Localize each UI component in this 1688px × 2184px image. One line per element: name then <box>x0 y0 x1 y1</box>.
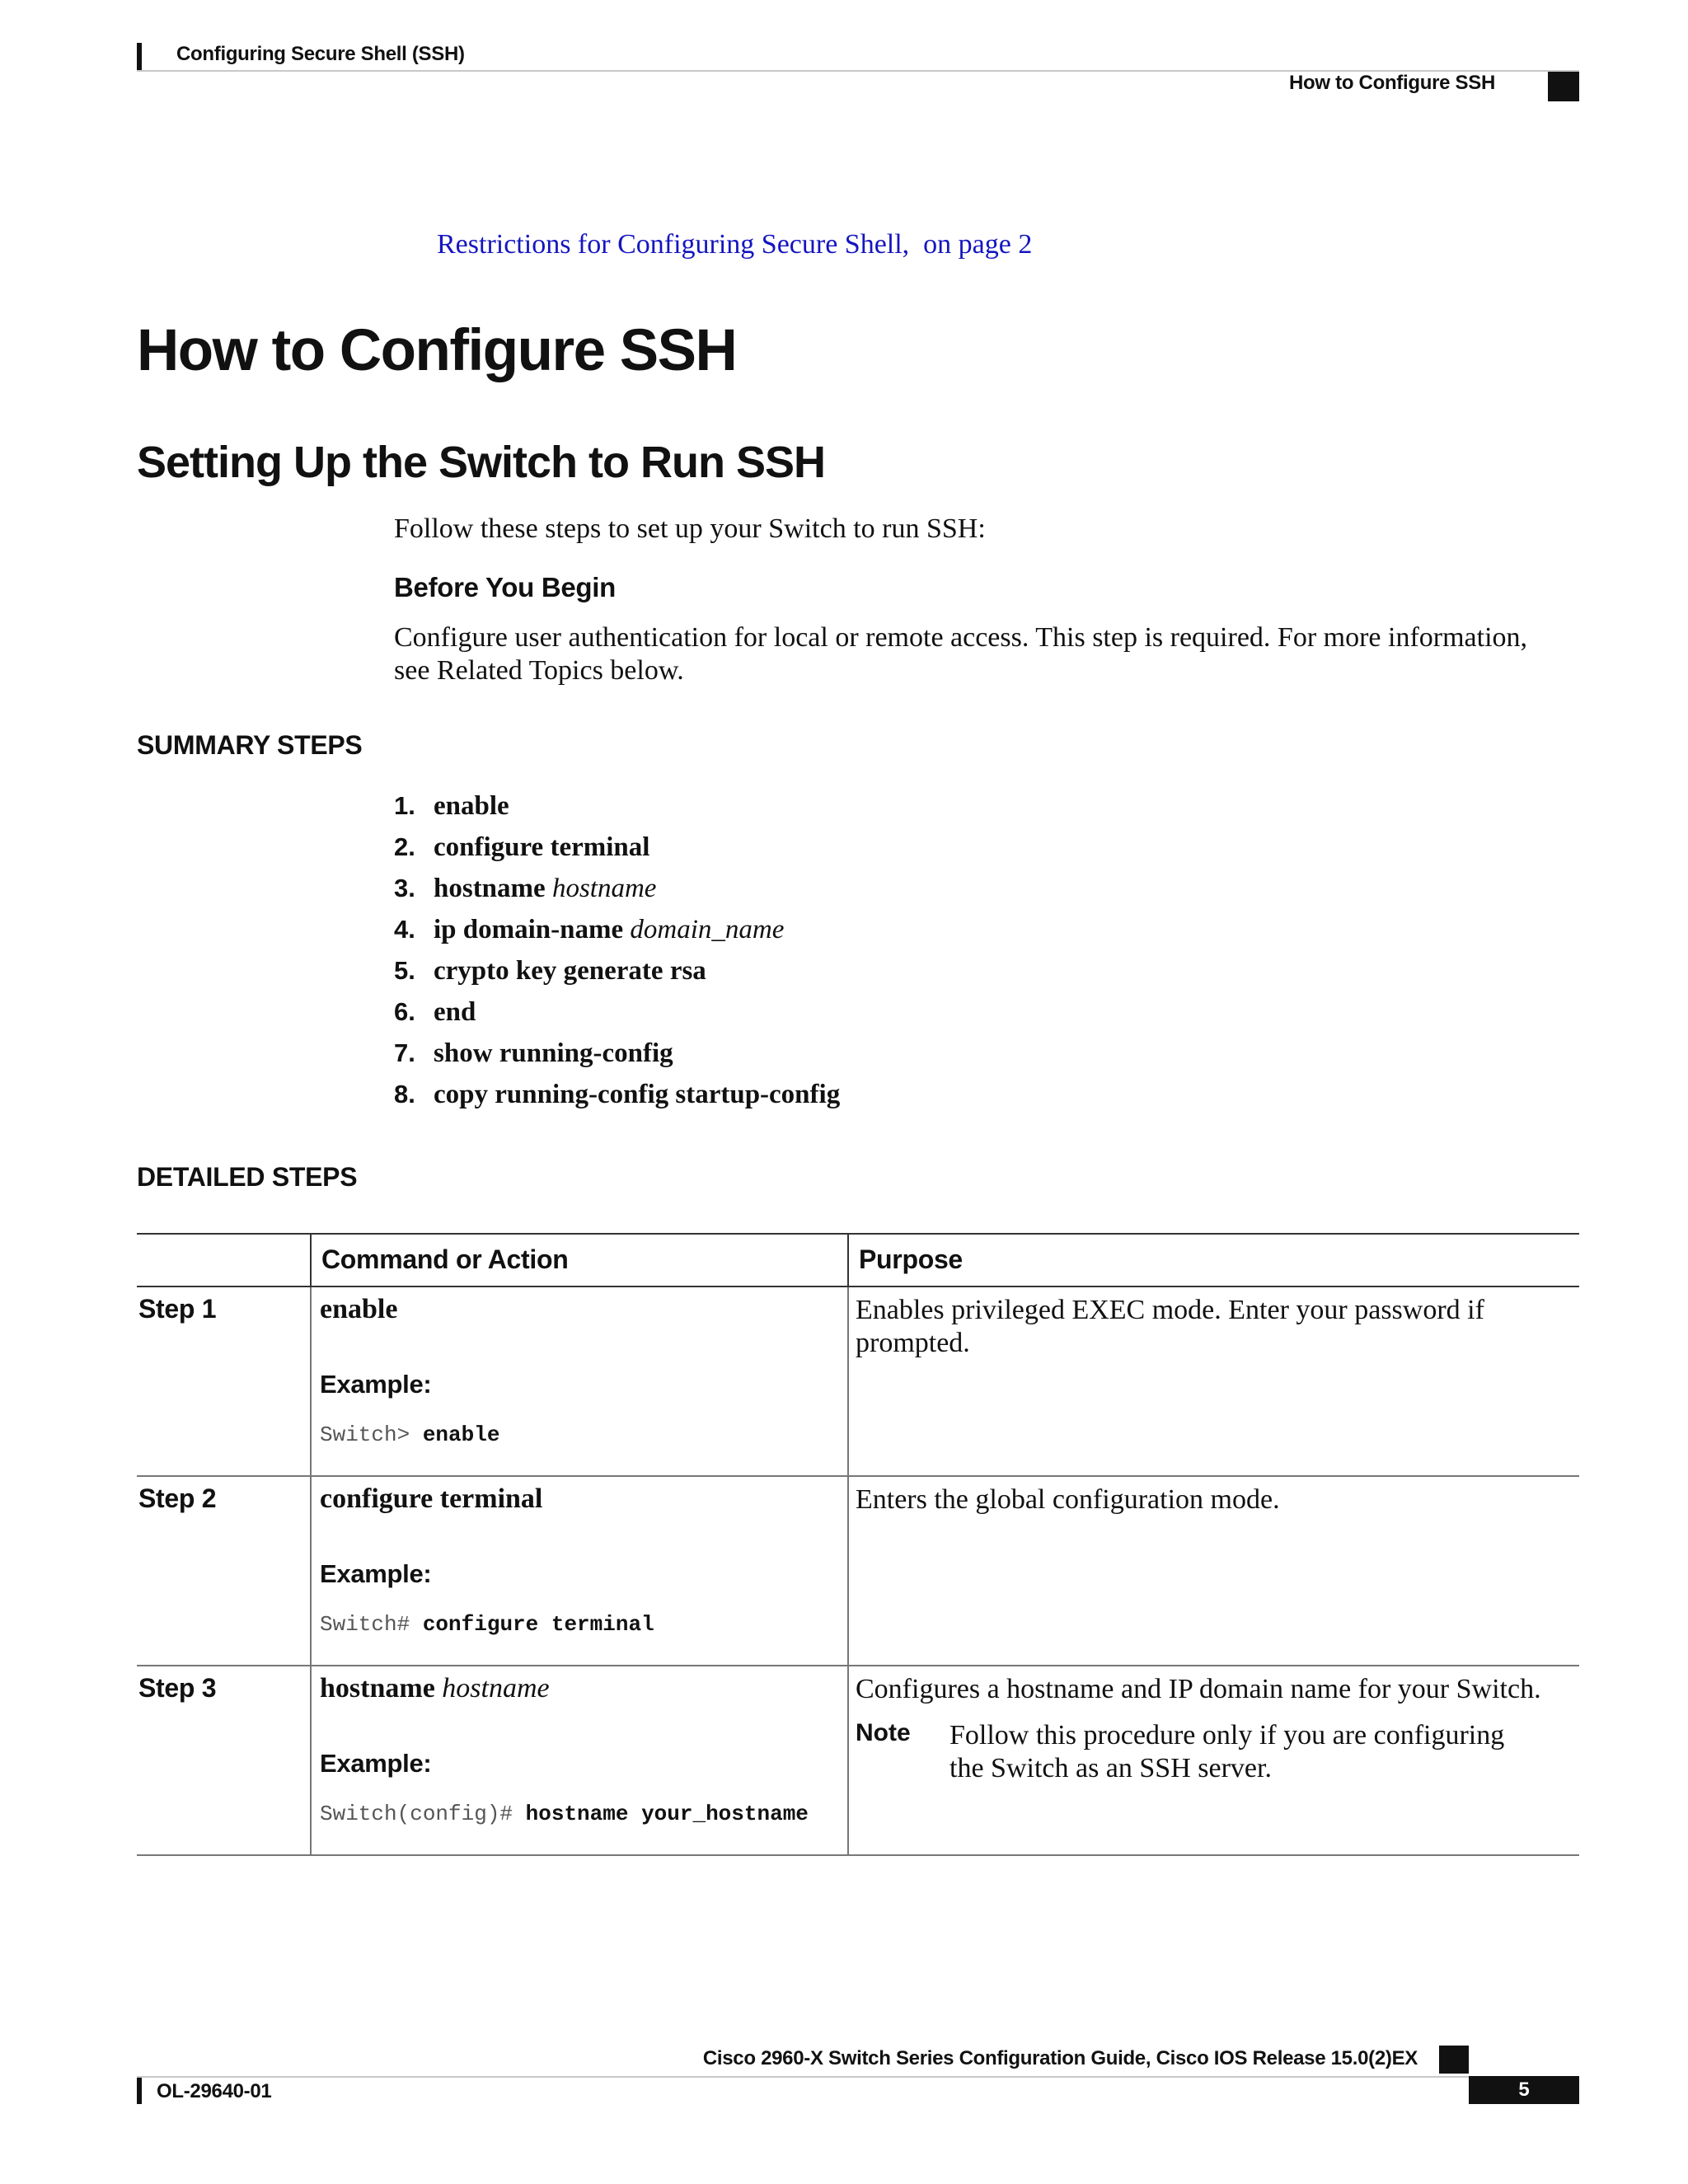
document-id: OL-29640-01 <box>157 2080 272 2102</box>
header-bar <box>137 43 142 71</box>
example-code: Switch# configure terminal <box>320 1612 654 1637</box>
section-title: How to Configure SSH <box>1289 72 1495 94</box>
page-number: 5 <box>1469 2076 1579 2104</box>
summary-steps-list <box>394 785 840 1115</box>
summary-steps-heading: SUMMARY STEPS <box>137 730 363 760</box>
intro-text: Follow these steps to set up your Switch to run SSH: <box>394 513 986 544</box>
summary-step: 3. hostname hostname <box>394 874 657 903</box>
before-you-begin-heading: Before You Begin <box>394 572 617 602</box>
section-heading: Setting Up the Switch to Run SSH <box>137 438 825 487</box>
restrictions-link[interactable]: Restrictions for Configuring Secure Shell, on page 2 <box>437 229 1033 260</box>
example-label: Example: <box>320 1559 432 1588</box>
header-cell-command: Command or Action <box>310 1235 847 1286</box>
summary-step: 4. ip domain-name domain_name <box>394 915 785 944</box>
header-cell-purpose: Purpose <box>847 1235 1581 1286</box>
example-code: Switch> enable <box>320 1422 500 1447</box>
purpose-text: Configures a hostname and IP domain name for your Switch. <box>856 1674 1541 1704</box>
footer-title: Cisco 2960-X Switch Series Configuration Guide, Cisco IOS Release 15.0(2)EX <box>702 2047 1418 2069</box>
step-label: Step 3 <box>138 1673 217 1703</box>
summary-step: 8. copy running-config startup-config <box>394 1080 841 1109</box>
table-row <box>137 1666 1579 1856</box>
summary-step: 5. crypto key generate rsa <box>394 956 706 986</box>
table-header-row <box>137 1233 1579 1287</box>
note-label: Note <box>856 1719 911 1746</box>
footer-marker <box>1439 2046 1469 2074</box>
footer-bar <box>137 2078 142 2104</box>
summary-step: 1. enable <box>394 791 509 821</box>
detailed-steps-table <box>137 1233 1579 1856</box>
purpose-text: Enters the global configuration mode. <box>856 1484 1280 1515</box>
table-row <box>137 1477 1579 1666</box>
detailed-steps-heading: DETAILED STEPS <box>137 1162 358 1192</box>
summary-step: 2. configure terminal <box>394 832 650 862</box>
step-label: Step 1 <box>138 1294 217 1324</box>
command: hostname hostname <box>320 1673 550 1704</box>
note-text: Follow this procedure only if you are configuring the Switch as an SSH server. <box>950 1720 1505 1783</box>
summary-step: 6. end <box>394 997 476 1027</box>
purpose-text: Enables privileged EXEC mode. Enter your password if prompted. <box>856 1295 1484 1358</box>
example-label: Example: <box>320 1749 432 1778</box>
summary-step: 7. show running-config <box>394 1038 673 1068</box>
chapter-title: Configuring Secure Shell (SSH) <box>176 43 465 65</box>
command: configure terminal <box>320 1483 543 1514</box>
example-label: Example: <box>320 1370 432 1399</box>
header-cell-step <box>137 1235 310 1286</box>
step-label: Step 2 <box>138 1483 217 1513</box>
page-title: How to Configure SSH <box>137 318 737 383</box>
header-marker <box>1548 72 1579 101</box>
before-you-begin-text: Configure user authentication for local or remote access. This step is required. For more information, see Related Topics below. <box>394 622 1528 686</box>
command: enable <box>320 1294 398 1324</box>
table-row <box>137 1287 1579 1477</box>
footer-rule <box>137 2076 1469 2078</box>
example-code: Switch(config)# hostname your_hostname <box>320 1802 809 1826</box>
